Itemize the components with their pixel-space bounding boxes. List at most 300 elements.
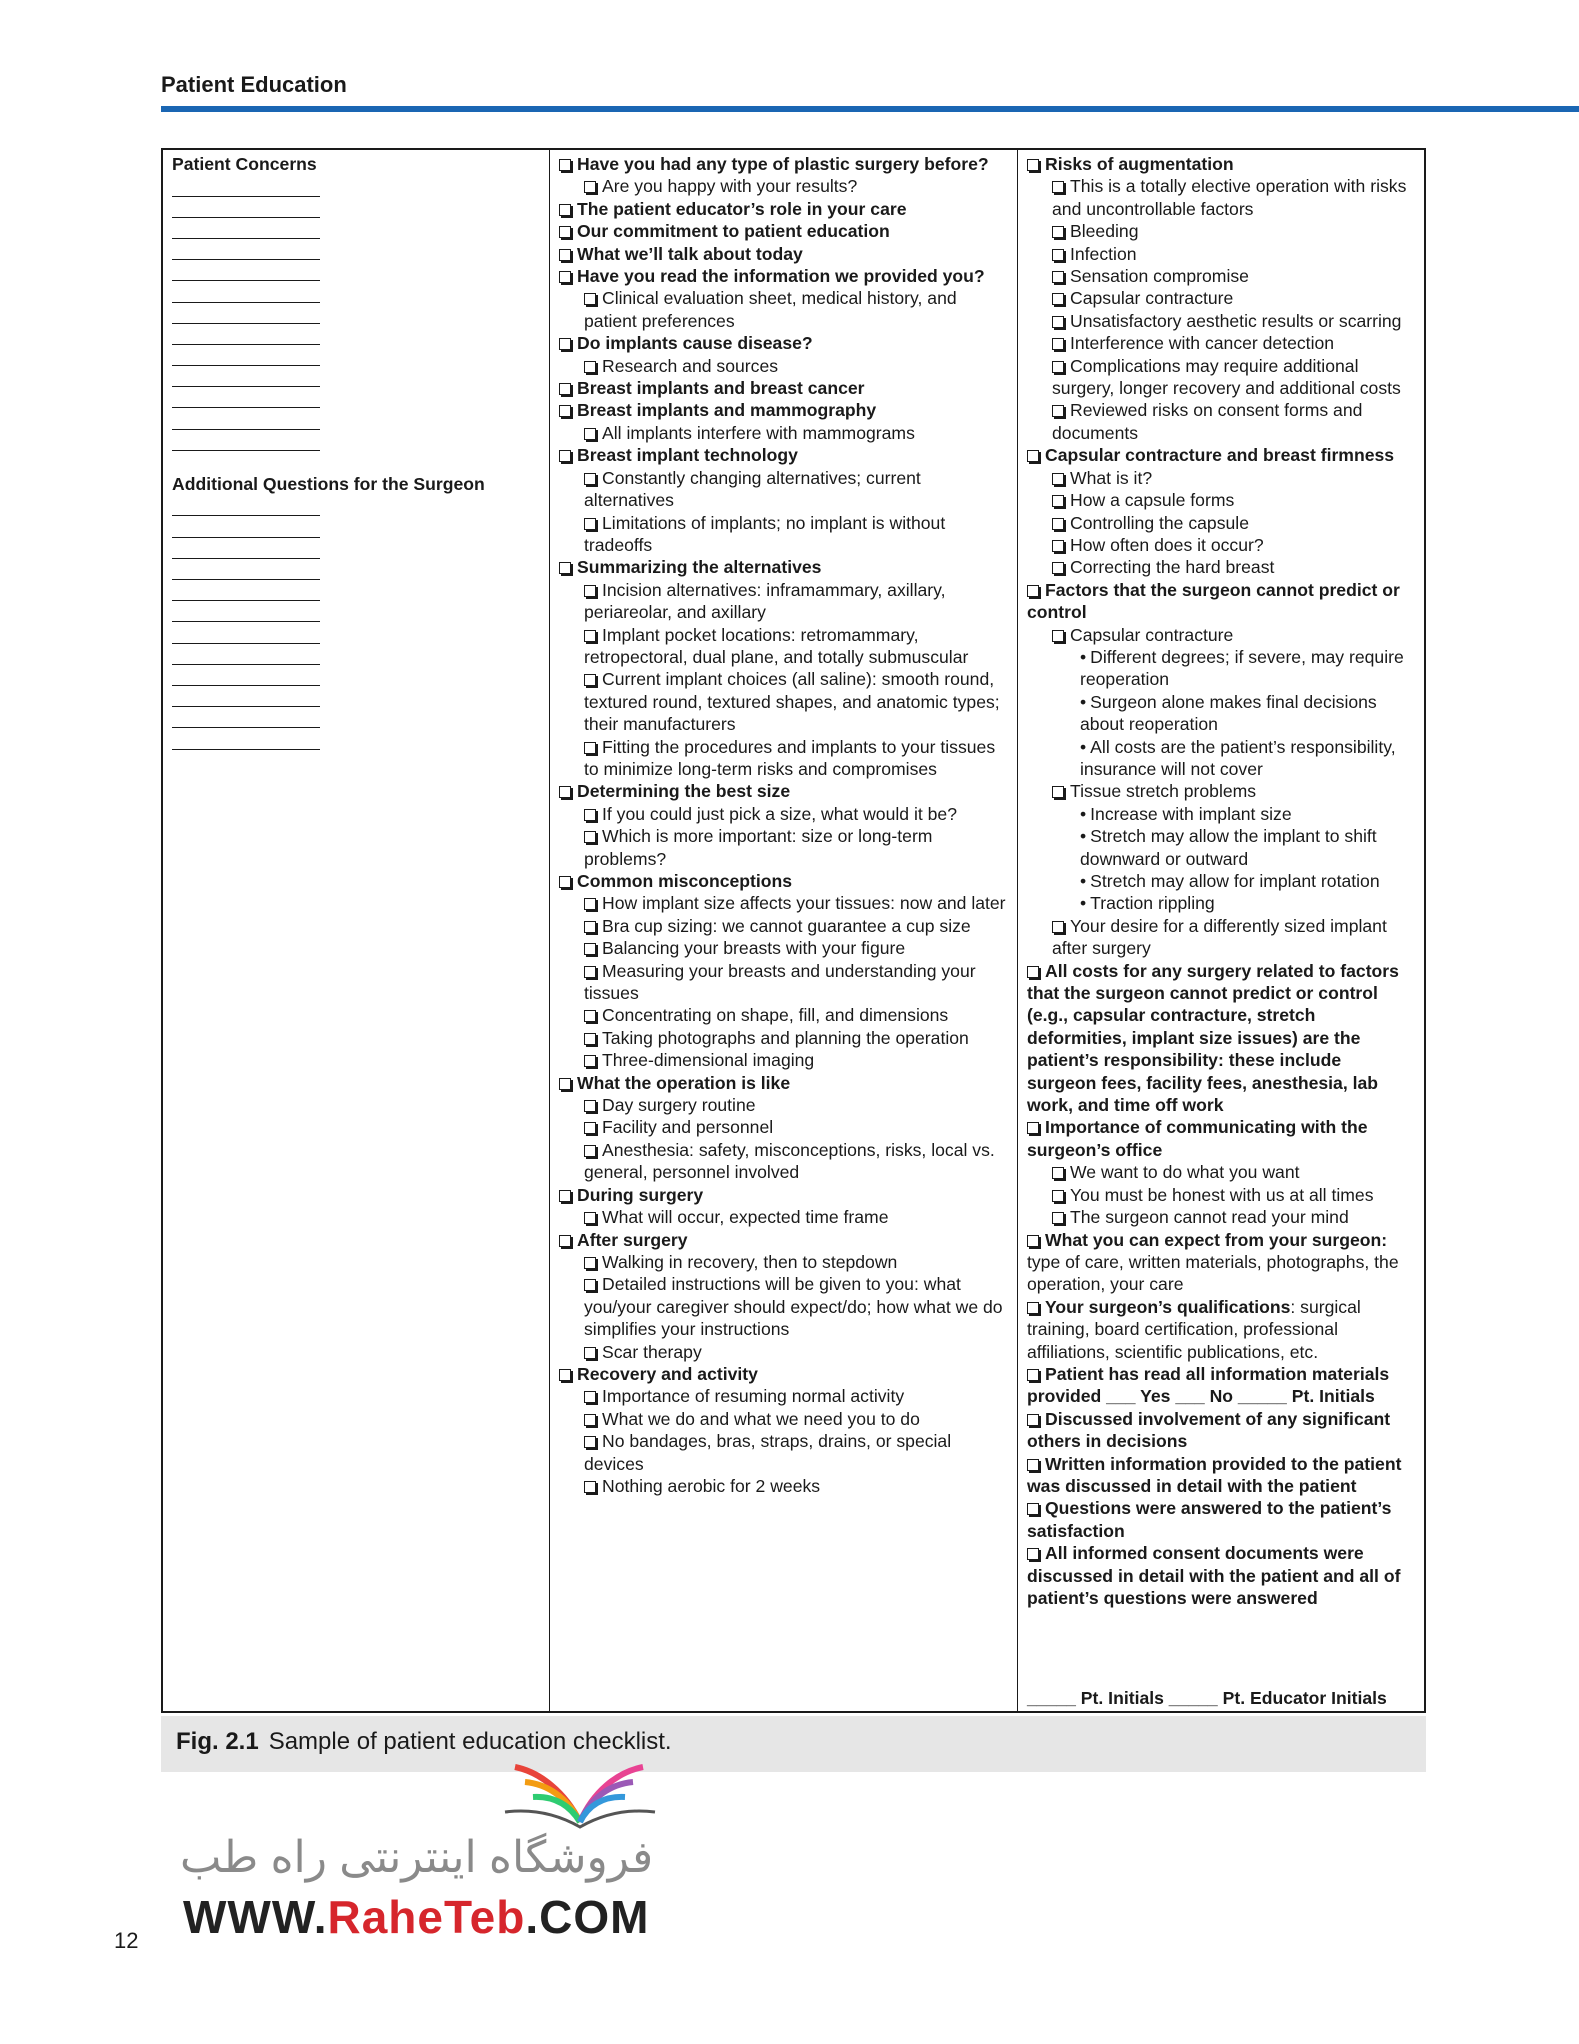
blank-line: [172, 495, 320, 516]
checklist-item: [559, 265, 1008, 287]
checklist-item: [1027, 220, 1415, 242]
item-text: Bleeding: [1070, 221, 1139, 242]
item-text: Discussed involvement of any significant others in decisions: [1027, 1408, 1391, 1452]
checklist-item: [559, 1206, 1008, 1228]
item-text: The patient educator’s role in your care: [577, 198, 907, 219]
item-text: Current implant choices (all saline): smooth round, textured round, textured shapes, and anatomic types; their manufacturers: [584, 669, 1000, 735]
checkbox-icon: [559, 226, 571, 238]
checkbox-icon: [584, 1436, 596, 1448]
blank-line: [172, 559, 320, 580]
blank-line: [172, 345, 320, 366]
blank-line: [172, 197, 320, 218]
item-text: Implant pocket locations: retromammary, retropectoral, dual plane, and totally submuscular: [584, 624, 969, 667]
checklist-item: [559, 355, 1008, 377]
bullet-icon: •: [1080, 826, 1087, 847]
checklist-item: [1027, 1296, 1415, 1363]
checklist-item: [559, 1027, 1008, 1049]
checkbox-icon: [1027, 1414, 1039, 1426]
item-text: Balancing your breasts with your figure: [602, 938, 906, 959]
item-text: Written information provided to the patient was discussed in detail with the patient: [1027, 1453, 1402, 1496]
item-text: Summarizing the alternatives: [577, 557, 822, 578]
blank-line: [172, 516, 320, 537]
checkbox-icon: [1052, 518, 1064, 530]
bullet-icon: •: [1080, 893, 1087, 914]
checkbox-icon: [1052, 181, 1064, 193]
figure-caption-text: Sample of patient education checklist.: [268, 1728, 672, 1755]
checklist-item: [1027, 556, 1415, 578]
checklist-item: [1027, 243, 1415, 265]
item-text: Different degrees; if severe, may require reoperation: [1080, 646, 1404, 690]
item-text: Taking photographs and planning the operation: [602, 1027, 969, 1048]
bullet-icon: •: [1080, 646, 1087, 667]
checklist-item: [1027, 624, 1415, 646]
checkbox-icon: [559, 338, 571, 350]
item-text: Determining the best size: [577, 781, 791, 802]
item-text: Detailed instructions will be given to you: what you/your caregiver should expect/do; how what we do simplifies your instructions: [584, 1274, 1003, 1340]
blank-line: [172, 580, 320, 601]
checklist-item: [559, 399, 1008, 421]
checkbox-icon: [584, 1414, 596, 1426]
checkbox-icon: [584, 473, 596, 485]
checkbox-icon: [1052, 338, 1064, 350]
checkbox-icon: [584, 1347, 596, 1359]
checklist-item: [559, 1072, 1008, 1094]
item-text: What will occur, expected time frame: [602, 1207, 889, 1228]
checkbox-icon: [584, 428, 596, 440]
checkbox-icon: [559, 271, 571, 283]
bullet-item: [1027, 803, 1415, 825]
checklist-item: [1027, 265, 1415, 287]
item-text: Three-dimensional imaging: [602, 1050, 815, 1071]
checkbox-icon: [1027, 1122, 1039, 1134]
checklist-item: [1027, 1363, 1415, 1408]
running-header: Patient Education: [161, 72, 347, 97]
item-text: Fitting the procedures and implants to your tissues to minimize long-term risks and compromises: [584, 736, 996, 779]
item-text: Surgeon alone makes final decisions about reoperation: [1080, 691, 1377, 735]
blank-line: [172, 644, 320, 665]
bullet-item: [1027, 736, 1415, 781]
blank-line: [172, 218, 320, 239]
item-text-rest: type of care, written materials, photographs, the operation, your care: [1027, 1251, 1399, 1295]
book-logo-icon: [495, 1752, 665, 1842]
page-number: 12: [114, 1928, 139, 1953]
checklist-item: [559, 1139, 1008, 1184]
item-text: The surgeon cannot read your mind: [1070, 1207, 1349, 1228]
item-text: We want to do what you want: [1070, 1162, 1300, 1183]
blank-line: [172, 707, 320, 728]
item-text: If you could just pick a size, what would it be?: [602, 803, 957, 824]
blank-line: [172, 239, 320, 260]
additional-questions-blanks: [172, 495, 540, 749]
checklist-item: [559, 803, 1008, 825]
item-text: What we’ll talk about today: [577, 243, 803, 264]
item-text: This is a totally elective operation with risks and uncontrollable factors: [1052, 176, 1407, 219]
item-text: Patient has read all information materials provided ___ Yes ___ No _____ Pt. Initials: [1027, 1363, 1390, 1407]
bullet-icon: •: [1080, 691, 1087, 712]
watermark-persian: فروشگاه اینترنتی راه طب: [180, 1833, 654, 1882]
item-text: Your surgeon’s qualifications: [1045, 1296, 1291, 1317]
checkbox-icon: [559, 876, 571, 888]
checklist-item: [559, 1385, 1008, 1407]
item-text: What the operation is like: [577, 1072, 791, 1093]
checkbox-icon: [584, 742, 596, 754]
checklist-item: [559, 1430, 1008, 1475]
checklist-item: [1027, 780, 1415, 802]
checkbox-icon: [1052, 226, 1064, 238]
checklist-item: [1027, 1184, 1415, 1206]
checkbox-icon: [584, 1010, 596, 1022]
item-text: You must be honest with us at all times: [1070, 1184, 1374, 1205]
checkbox-icon: [584, 630, 596, 642]
checkbox-icon: [1052, 361, 1064, 373]
item-text: Facility and personnel: [602, 1117, 774, 1138]
checklist-item: [559, 1475, 1008, 1497]
checkbox-icon: [1052, 271, 1064, 283]
checklist-item: [1027, 915, 1415, 960]
checkbox-icon: [1052, 921, 1064, 933]
item-text: Importance of resuming normal activity: [602, 1386, 905, 1407]
blank-line: [172, 324, 320, 345]
checkbox-icon: [584, 1257, 596, 1269]
blank-line: [172, 281, 320, 302]
checklist-item: [559, 243, 1008, 265]
item-text: Unsatisfactory aesthetic results or scarring: [1070, 310, 1402, 331]
checkbox-icon: [1052, 630, 1064, 642]
checklist-item: [1027, 399, 1415, 444]
checklist-item: [559, 377, 1008, 399]
checkbox-icon: [1052, 316, 1064, 328]
bullet-item: [1027, 870, 1415, 892]
checklist-item: [559, 287, 1008, 332]
item-text: Reviewed risks on consent forms and documents: [1052, 400, 1363, 443]
checkbox-icon: [1027, 1235, 1039, 1247]
blank-line: [172, 665, 320, 686]
item-text: During surgery: [577, 1184, 704, 1205]
initials-footer: _____ Pt. Initials _____ Pt. Educator Initials: [1027, 1687, 1387, 1708]
checkbox-icon: [1052, 405, 1064, 417]
checklist-item: [559, 198, 1008, 220]
checkbox-icon: [584, 1100, 596, 1112]
blank-line: [172, 408, 320, 429]
item-text: Our commitment to patient education: [577, 221, 890, 242]
item-text: Increase with implant size: [1090, 803, 1292, 824]
item-text: No bandages, bras, straps, drains, or special devices: [584, 1431, 952, 1474]
item-text: Measuring your breasts and understanding your tissues: [584, 960, 976, 1004]
topics-list: [559, 153, 1008, 1497]
item-text: What you can expect from your surgeon:: [1045, 1229, 1388, 1250]
checklist-item: [559, 780, 1008, 802]
item-text: Bra cup sizing: we cannot guarantee a cup size: [602, 915, 971, 936]
checklist-item: [559, 937, 1008, 959]
checkbox-icon: [1052, 562, 1064, 574]
item-text: Day surgery routine: [602, 1095, 756, 1116]
checkbox-icon: [584, 1055, 596, 1067]
checklist-item: [1027, 1229, 1415, 1296]
item-text: Have you had any type of plastic surgery before?: [577, 154, 989, 174]
item-text: What we do and what we need you to do: [602, 1408, 920, 1429]
item-text: Controlling the capsule: [1070, 512, 1249, 533]
checkbox-icon: [584, 361, 596, 373]
checkbox-icon: [559, 786, 571, 798]
checkbox-icon: [584, 943, 596, 955]
additional-questions-heading: Additional Questions for the Surgeon: [172, 473, 485, 494]
item-text: Questions were answered to the patient’s satisfaction: [1027, 1498, 1392, 1541]
checkbox-icon: [1052, 249, 1064, 261]
checklist-item: [1027, 287, 1415, 309]
checklist-item: [559, 1229, 1008, 1251]
item-text: Interference with cancer detection: [1070, 333, 1335, 354]
checkbox-icon: [1027, 966, 1039, 978]
checkbox-icon: [1052, 473, 1064, 485]
checklist-item: [559, 624, 1008, 669]
blank-line: [172, 622, 320, 643]
column-risks: [1017, 150, 1424, 1711]
item-text: Breast implant technology: [577, 445, 798, 466]
checkbox-icon: [1027, 585, 1039, 597]
item-text: Have you read the information we provided you?: [577, 266, 985, 287]
bullet-icon: •: [1080, 871, 1087, 891]
item-text: What is it?: [1070, 467, 1153, 488]
checkbox-icon: [559, 1190, 571, 1202]
checkbox-icon: [584, 674, 596, 686]
blank-line: [172, 303, 320, 324]
item-text: Stretch may allow for implant rotation: [1090, 871, 1380, 891]
checkbox-icon: [584, 1279, 596, 1291]
checklist-item: [559, 668, 1008, 735]
bullet-item: [1027, 892, 1415, 914]
checkbox-icon: [559, 1078, 571, 1090]
checkbox-icon: [584, 1212, 596, 1224]
checklist-item: [559, 1363, 1008, 1385]
checklist-item: [559, 1184, 1008, 1206]
blank-line: [172, 538, 320, 559]
bullet-icon: •: [1080, 803, 1087, 824]
checkbox-icon: [559, 562, 571, 574]
item-text: All costs for any surgery related to factors that the surgeon cannot predict or control (e.g., capsular contracture, stretch deformities, implant size issues) are the patient’s responsibility: these include surgeon fees, facility fees, anesthesia, lab work, and time off work: [1027, 960, 1399, 1116]
checklist-item: [1027, 175, 1415, 220]
watermark-url: WWW.RaheTeb.COM: [183, 1891, 650, 1943]
checkbox-icon: [559, 249, 571, 261]
checkbox-icon: [559, 159, 571, 171]
checklist-item: [1027, 1542, 1415, 1609]
checklist-item: [1027, 579, 1415, 624]
checklist-item: [1027, 534, 1415, 556]
checkbox-icon: [1052, 786, 1064, 798]
item-text: Recovery and activity: [577, 1363, 758, 1384]
item-text: Importance of communicating with the surgeon’s office: [1027, 1117, 1368, 1160]
item-text: Stretch may allow the implant to shift downward or outward: [1080, 826, 1377, 869]
checklist-item: [559, 736, 1008, 781]
item-text: Constantly changing alternatives; current alternatives: [584, 467, 921, 511]
checkbox-icon: [584, 898, 596, 910]
item-text: Anesthesia: safety, misconceptions, risks, local vs. general, personnel involved: [584, 1139, 995, 1183]
checklist-item: [559, 556, 1008, 578]
item-text: Infection: [1070, 243, 1137, 264]
risks-list: [1027, 153, 1415, 1687]
checkbox-icon: [584, 1481, 596, 1493]
checkbox-icon: [1027, 1459, 1039, 1471]
checkbox-icon: [1027, 1369, 1039, 1381]
item-text: Which is more important: size or long-term problems?: [584, 826, 933, 869]
checklist-item: [1027, 467, 1415, 489]
checkbox-icon: [559, 450, 571, 462]
checkbox-icon: [559, 204, 571, 216]
checklist-item: [1027, 1497, 1415, 1542]
checklist-item: [559, 332, 1008, 354]
checklist-item: [559, 153, 1008, 175]
patient-concerns-heading: Patient Concerns: [172, 154, 317, 174]
item-text: Concentrating on shape, fill, and dimensions: [602, 1005, 949, 1026]
bullet-item: [1027, 646, 1415, 691]
checklist-item: [559, 175, 1008, 197]
item-text: Traction rippling: [1090, 893, 1215, 914]
item-text: Your desire for a differently sized implant after surgery: [1052, 915, 1387, 959]
checkbox-icon: [559, 383, 571, 395]
item-text: How often does it occur?: [1070, 534, 1264, 555]
item-text: Scar therapy: [602, 1341, 702, 1362]
figure-label: Fig. 2.1: [176, 1728, 259, 1755]
checkbox-icon: [584, 585, 596, 597]
checklist-item: [559, 444, 1008, 466]
checkbox-icon: [1052, 1190, 1064, 1202]
checkbox-icon: [1052, 293, 1064, 305]
item-text: Sensation compromise: [1070, 266, 1249, 287]
blank-line: [172, 366, 320, 387]
item-text: Complications may require additional surgery, longer recovery and additional costs: [1052, 355, 1401, 399]
item-text: Correcting the hard breast: [1070, 557, 1275, 578]
item-text: How implant size affects your tissues: now and later: [602, 893, 1006, 914]
checklist-item: [1027, 1161, 1415, 1183]
item-text: Capsular contracture: [1070, 288, 1234, 309]
checkbox-icon: [584, 1122, 596, 1134]
checklist-item: [1027, 153, 1415, 175]
item-text: Breast implants and breast cancer: [577, 378, 865, 399]
checklist-item: [1027, 444, 1415, 466]
item-text: Limitations of implants; no implant is without tradeoffs: [584, 512, 946, 555]
checkbox-icon: [584, 293, 596, 305]
item-text: Capsular contracture and breast firmness: [1045, 445, 1395, 466]
figure-caption: [161, 1716, 1426, 1772]
checklist-item: [1027, 310, 1415, 332]
checkbox-icon: [584, 1145, 596, 1157]
checklist-item: [1027, 1408, 1415, 1453]
checklist-table: [161, 148, 1426, 1713]
checkbox-icon: [1027, 1302, 1039, 1314]
bullet-icon: •: [1080, 736, 1087, 757]
blank-line: [172, 175, 320, 196]
checkbox-icon: [559, 405, 571, 417]
blank-line: [172, 728, 320, 749]
patient-concerns-blanks: [172, 175, 540, 450]
item-text: Common misconceptions: [577, 871, 793, 891]
checkbox-icon: [1027, 450, 1039, 462]
item-text: Capsular contracture: [1070, 624, 1234, 645]
column-topics: [549, 150, 1017, 1711]
checklist-item: [559, 960, 1008, 1005]
checkbox-icon: [584, 518, 596, 530]
checkbox-icon: [1052, 1212, 1064, 1224]
item-text: All implants interfere with mammograms: [602, 422, 915, 443]
checkbox-icon: [1052, 540, 1064, 552]
checklist-item: [559, 220, 1008, 242]
item-text: Are you happy with your results?: [602, 176, 858, 197]
checklist-item: [559, 1341, 1008, 1363]
checklist-item: [559, 825, 1008, 870]
item-text: Breast implants and mammography: [577, 400, 877, 421]
checklist-item: [559, 467, 1008, 512]
checkbox-icon: [584, 831, 596, 843]
blank-line: [172, 686, 320, 707]
checkbox-icon: [1052, 1167, 1064, 1179]
item-text: Nothing aerobic for 2 weeks: [602, 1475, 821, 1496]
blank-line: [172, 430, 320, 451]
checklist-item: [1027, 332, 1415, 354]
blank-line: [172, 260, 320, 281]
checklist-item: [559, 1094, 1008, 1116]
checklist-item: [1027, 355, 1415, 400]
item-text: Factors that the surgeon cannot predict or control: [1027, 579, 1400, 623]
checklist-item: [559, 870, 1008, 892]
bullet-item: [1027, 825, 1415, 870]
checklist-item: [1027, 1206, 1415, 1228]
item-text: After surgery: [577, 1229, 688, 1250]
item-text: Clinical evaluation sheet, medical history, and patient preferences: [584, 288, 957, 331]
item-text: Do implants cause disease?: [577, 333, 813, 354]
column-patient-concerns: [163, 150, 549, 1711]
checkbox-icon: [559, 1235, 571, 1247]
header-rule: [161, 106, 1579, 112]
checklist-item: [559, 579, 1008, 624]
checkbox-icon: [1052, 495, 1064, 507]
item-text: Walking in recovery, then to stepdown: [602, 1251, 898, 1272]
checklist-item: [559, 1116, 1008, 1138]
item-text-rest: : surgical training, board certification, professional affiliations, scientific publications, etc.: [1027, 1296, 1361, 1362]
checklist-item: [1027, 512, 1415, 534]
checklist-item: [1027, 489, 1415, 511]
checkbox-icon: [584, 1033, 596, 1045]
checklist-item: [559, 915, 1008, 937]
checkbox-icon: [584, 966, 596, 978]
bullet-item: [1027, 691, 1415, 736]
checkbox-icon: [559, 1369, 571, 1381]
item-text: Risks of augmentation: [1045, 154, 1234, 174]
checkbox-icon: [584, 921, 596, 933]
checkbox-icon: [584, 1391, 596, 1403]
checklist-item: [559, 1251, 1008, 1273]
item-text: How a capsule forms: [1070, 490, 1235, 511]
checkbox-icon: [584, 181, 596, 193]
blank-line: [172, 601, 320, 622]
item-text: Incision alternatives: inframammary, axillary, periareolar, and axillary: [584, 579, 946, 623]
checklist-item: [559, 892, 1008, 914]
checkbox-icon: [584, 809, 596, 821]
checklist-item: [559, 1049, 1008, 1071]
item-text: Research and sources: [602, 355, 779, 376]
checkbox-icon: [1027, 159, 1039, 171]
checkbox-icon: [1027, 1503, 1039, 1515]
checklist-item: [1027, 1453, 1415, 1498]
checklist-item: [1027, 1116, 1415, 1161]
checkbox-icon: [1027, 1548, 1039, 1560]
item-text: All informed consent documents were discussed in detail with the patient and all of patient’s questions were answered: [1027, 1543, 1401, 1608]
checklist-item: [1027, 960, 1415, 1117]
blank-line: [172, 387, 320, 408]
checklist-item: [559, 1408, 1008, 1430]
item-text: Tissue stretch problems: [1070, 781, 1257, 802]
checklist-item: [559, 512, 1008, 557]
checklist-item: [559, 1004, 1008, 1026]
checklist-item: [559, 1273, 1008, 1340]
